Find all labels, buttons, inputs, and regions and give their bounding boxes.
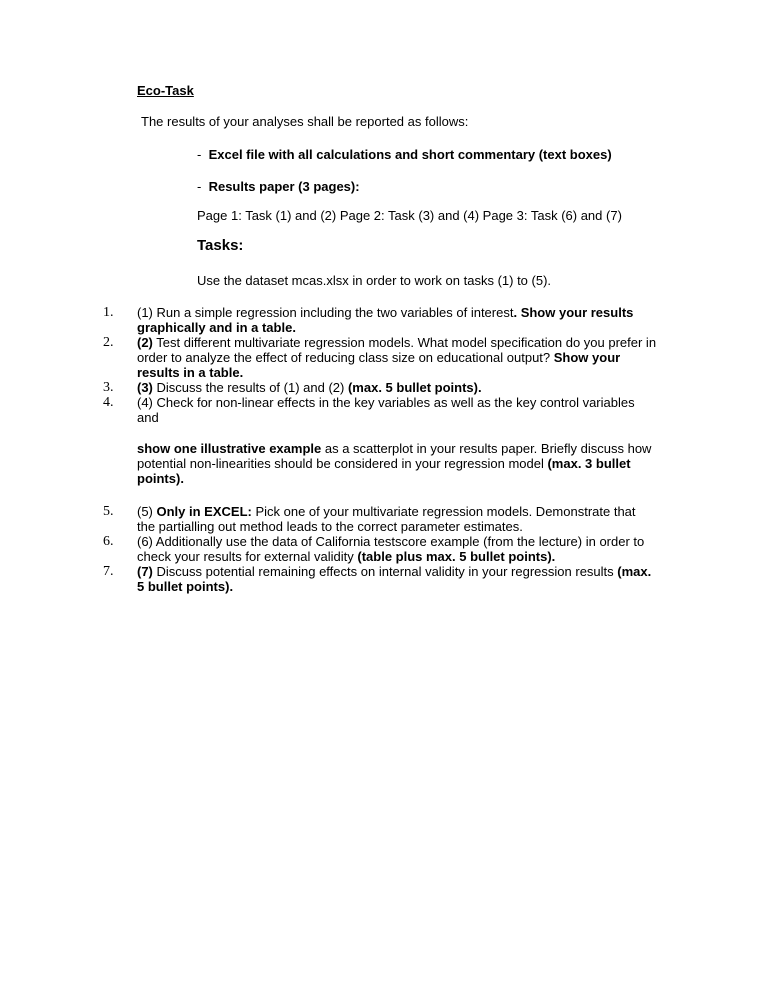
task-text: Pick one of your multivariate regression models. Demonstrate that the partialling out method leads to the correct parameter estimates. — [137, 504, 636, 534]
task-label: (2) — [137, 335, 153, 350]
list-number: 3. — [103, 380, 114, 395]
task-emphasis: Show your results in a table. — [137, 350, 621, 380]
task-text: (6) Additionally use the data of California testscore example (from the lecture) in order to check your results for external validity — [137, 534, 645, 564]
dash: - — [197, 147, 202, 162]
list-number: 7. — [103, 564, 114, 579]
task-text: (4) Check for non-linear effects in the key variables as well as the key control variables and — [137, 395, 635, 425]
list-number: 6. — [103, 534, 114, 549]
task-text: Test different multivariate regression models. What model specification do you prefer in order to analyze the effect of reducing class size on educational output? — [137, 335, 657, 365]
task-item-1 — [0, 305, 660, 335]
pages-line: Page 1: Task (1) and (2) Page 2: Task (3) and (4) Page 3: Task (6) and (7) — [197, 208, 622, 223]
list-number: 4. — [103, 395, 114, 410]
task-emphasis: show one illustrative example — [137, 441, 322, 456]
deliverable-text: Results paper (3 pages): — [208, 179, 360, 194]
deliverable-text: Excel file with all calculations and short commentary (text boxes) — [208, 147, 612, 162]
intro-text: The results of your analyses shall be reported as follows: — [141, 114, 469, 129]
task-text: (1) Run a simple regression including the two variables of interest — [137, 305, 514, 320]
task-text: Discuss potential remaining effects on internal validity in your regression results — [152, 564, 618, 579]
task-item-2 — [0, 335, 660, 380]
task-label: (3) — [137, 380, 153, 395]
list-number: 2. — [103, 335, 114, 350]
dataset-line: Use the dataset mcas.xlsx in order to work on tasks (1) to (5). — [197, 273, 552, 288]
task-item-7 — [0, 564, 660, 594]
task-text: as a scatterplot in your results paper. Briefly discuss how potential non-linearities should be considered in your regression model — [137, 441, 652, 471]
list-number: 1. — [103, 305, 114, 320]
task-emphasis: (max. 5 bullet points). — [347, 380, 482, 395]
task-text: Discuss the results of (1) and (2) — [152, 380, 348, 395]
task-emphasis: Only in EXCEL: — [156, 504, 252, 519]
tasks-heading: Tasks: — [197, 237, 244, 254]
task-label: (5) — [137, 504, 157, 519]
task-emphasis: (max. 5 bullet points). — [137, 564, 652, 594]
task-emphasis: (max. 3 bullet points). — [137, 456, 631, 486]
deliverable-paper — [197, 179, 360, 194]
task-item-5 — [0, 504, 660, 534]
task-list — [0, 305, 660, 594]
deliverable-excel — [197, 147, 612, 162]
task-emphasis: . Show your results graphically and in a table. — [137, 305, 634, 335]
list-number: 5. — [103, 504, 114, 519]
document-title: Eco-Task — [137, 83, 194, 98]
task-item-6 — [0, 534, 660, 564]
task-emphasis: (table plus max. 5 bullet points). — [357, 549, 556, 564]
task-item-4 — [0, 395, 660, 486]
task-item-3 — [0, 380, 660, 395]
dash: - — [197, 179, 202, 194]
task-label: (7) — [137, 564, 153, 579]
